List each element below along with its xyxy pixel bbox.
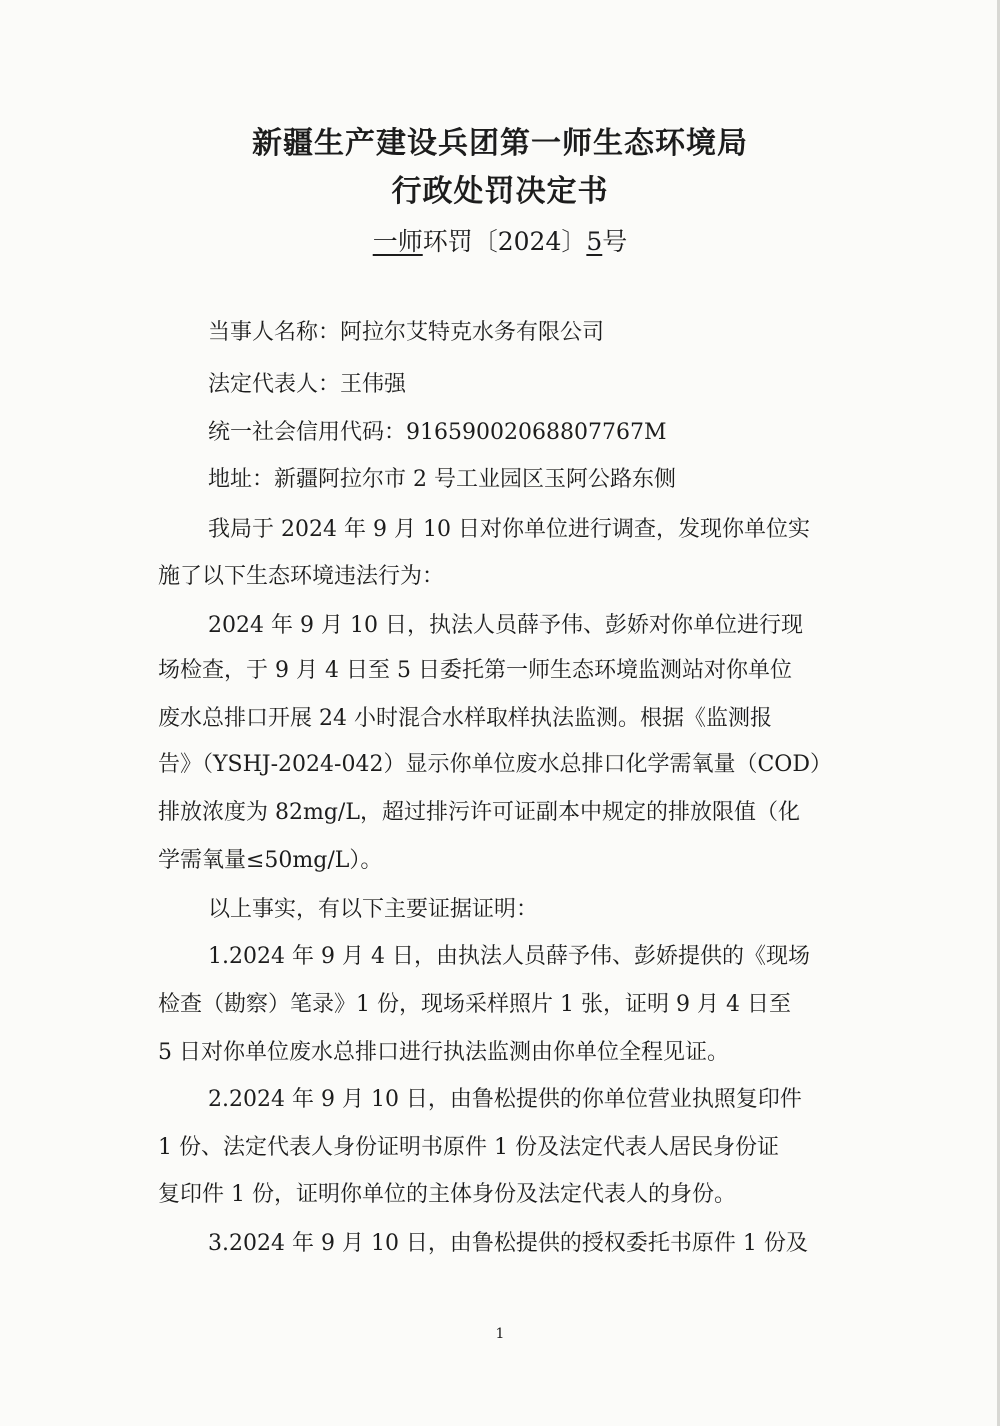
page-number: 1 xyxy=(495,1326,505,1342)
body-line: 1 份、法定代表人身份证明书原件 1 份及法定代表人居民身份证 xyxy=(158,1135,779,1160)
body-line: 以上事实，有以下主要证据证明： xyxy=(208,897,539,922)
body-line: 学需氧量≤50mg/L）。 xyxy=(158,848,383,873)
body-line: 复印件 1 份，证明你单位的主体身份及法定代表人的身份。 xyxy=(158,1182,736,1207)
credit-code-line: 统一社会信用代码：91659002068807767M xyxy=(208,420,667,445)
body-line: 2.2024 年 9 月 10 日，由鲁松提供的你单位营业执照复印件 xyxy=(208,1087,802,1112)
body-line: 5 日对你单位废水总排口进行执法监测由你单位全程见证。 xyxy=(158,1040,729,1065)
document-title-line2: 行政处罚决定书 xyxy=(391,174,609,209)
doc-number-middle: 环罚〔2024〕 xyxy=(422,227,587,256)
body-line: 2024 年 9 月 10 日，执法人员薛予伟、彭娇对你单位进行现 xyxy=(208,613,803,638)
party-name-line: 当事人名称：阿拉尔艾特克水务有限公司 xyxy=(208,320,605,345)
body-line: 施了以下生态环境违法行为： xyxy=(158,564,445,589)
doc-number-suffix: 号 xyxy=(602,227,628,256)
body-line: 告》（YSHJ-2024-042）显示你单位废水总排口化学需氧量（COD） xyxy=(158,752,832,777)
body-line: 废水总排口开展 24 小时混合水样取样执法监测。根据《监测报 xyxy=(158,706,772,731)
body-line: 3.2024 年 9 月 10 日，由鲁松提供的授权委托书原件 1 份及 xyxy=(208,1231,808,1256)
body-line: 检查（勘察）笔录》1 份，现场采样照片 1 张，证明 9 月 4 日至 xyxy=(158,992,791,1017)
body-line: 场检查，于 9 月 4 日至 5 日委托第一师生态环境监测站对你单位 xyxy=(158,658,792,683)
doc-number-value: 5 xyxy=(586,227,603,256)
document-number xyxy=(0,222,1000,258)
address-line: 地址：新疆阿拉尔市 2 号工业园区玉阿公路东侧 xyxy=(208,467,676,492)
body-line: 排放浓度为 82mg/L，超过排污许可证副本中规定的排放限值（化 xyxy=(158,800,800,825)
doc-number-prefix: 一师 xyxy=(372,227,423,256)
body-line: 我局于 2024 年 9 月 10 日对你单位进行调查，发现你单位实 xyxy=(208,517,810,542)
document-title-line1: 新疆生产建设兵团第一师生态环境局 xyxy=(252,126,748,161)
legal-representative-line: 法定代表人：王伟强 xyxy=(208,372,407,397)
body-line: 1.2024 年 9 月 4 日，由执法人员薛予伟、彭娇提供的《现场 xyxy=(208,944,810,969)
